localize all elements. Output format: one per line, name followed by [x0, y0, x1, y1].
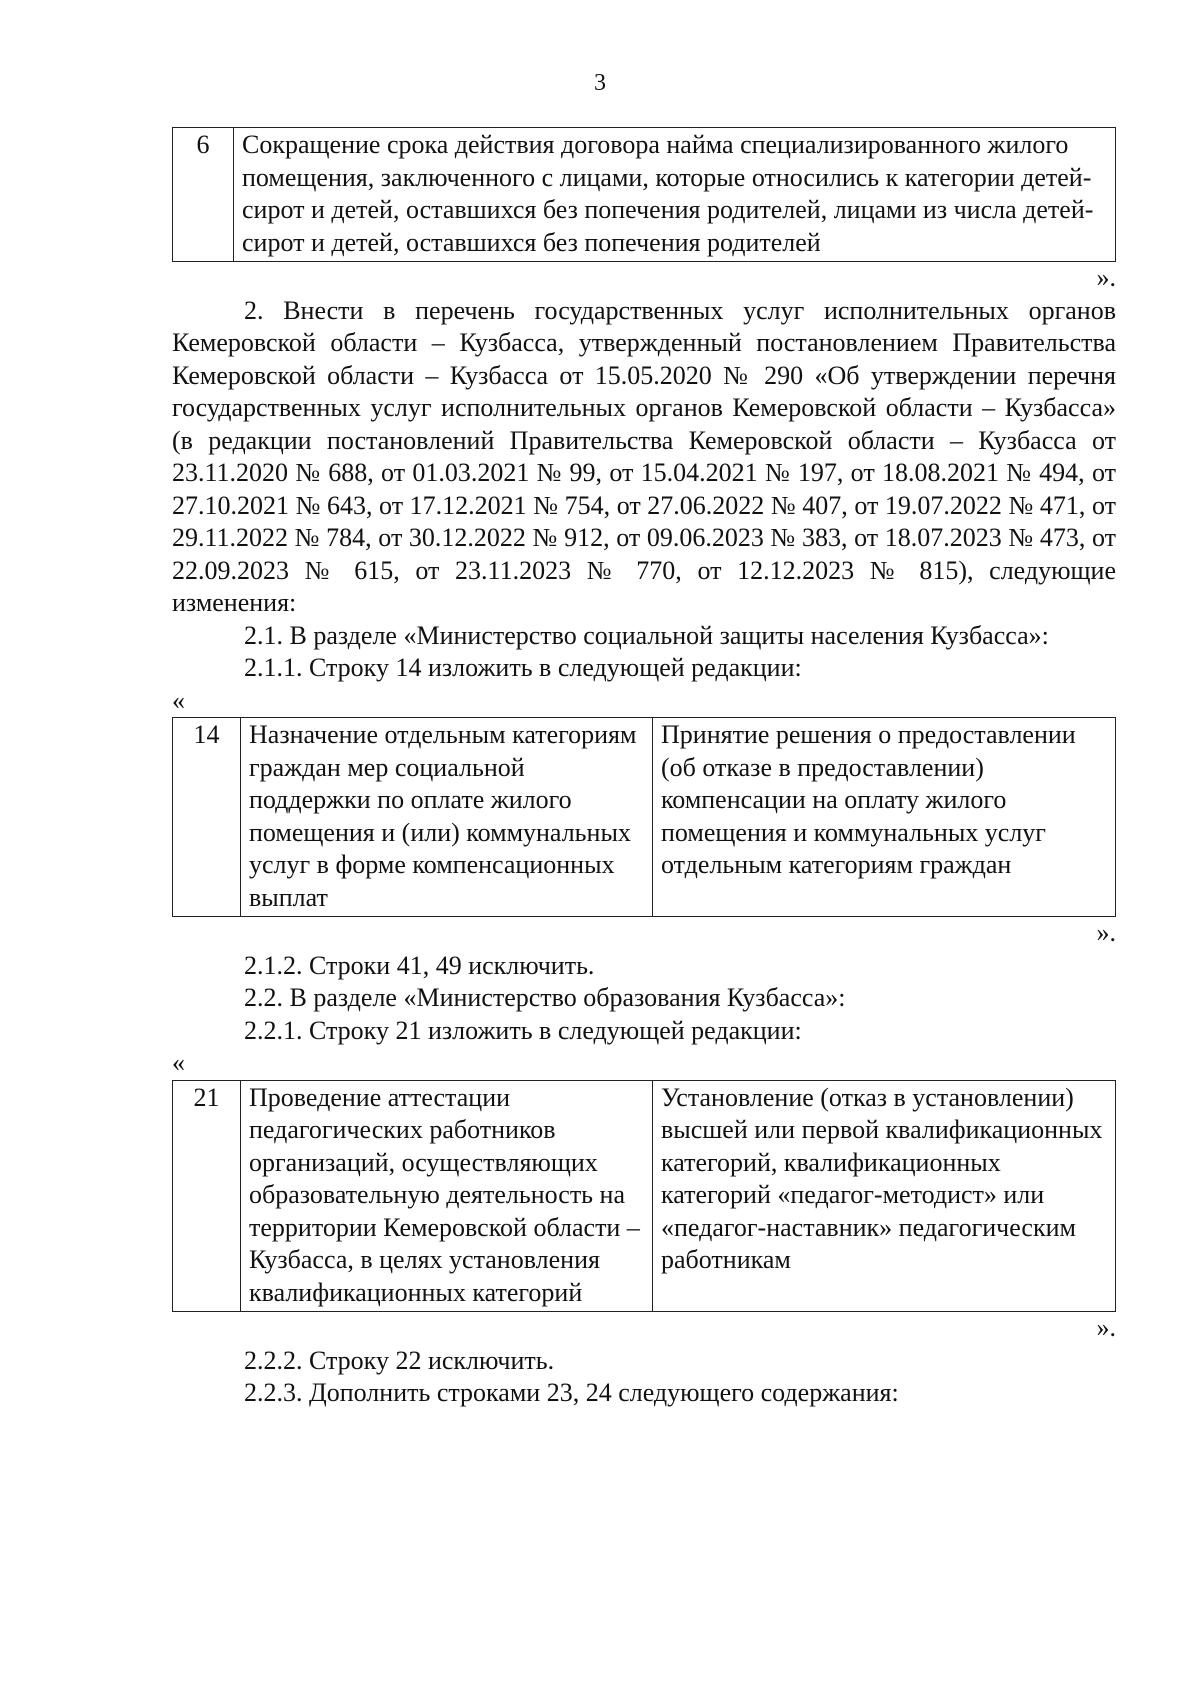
opening-quote: « — [172, 685, 185, 715]
paragraph-2-2-1: 2.2.1. Строку 21 изложить в следующей редакции: — [244, 1015, 802, 1045]
row-text: Сокращение срока действия договора найма специализированного жилого помещения, заключенного с лицами, которые относились к категории детей-сирот и детей, оставшихся без попечения родителей, лицами из числа детей-сирот и детей, оставшихся без попечения родителей — [234, 128, 1116, 262]
closing-quote: ». — [1096, 1313, 1116, 1342]
table-row-21-block — [172, 1080, 1116, 1313]
table-row — [173, 1080, 1116, 1312]
paragraph-2-2-3: 2.2.3. Дополнить строками 23, 24 следующего содержания: — [244, 1378, 899, 1407]
paragraph-2-1: 2.1. В разделе «Министерство социальной защиты населения Кузбасса»: — [244, 620, 1049, 650]
paragraph-2-1-1: 2.1.1. Строку 14 изложить в следующей редакции: — [244, 653, 802, 682]
paragraph-2-2-2: 2.2.2. Строку 22 исключить. — [244, 1345, 555, 1375]
row-number: 21 — [173, 1080, 241, 1312]
row-service-name: Проведение аттестации педагогических работников организаций, осуществляющих образовательную деятельность на территории Кемеровской области – Кузбасса, в целях установления квалификационных категорий — [241, 1080, 653, 1312]
row-service-result: Установление (отказ в установлении) высшей или первой квалификационных категорий, квалификационных категорий «педагог-методист» или «педагог-наставник» педагогическим работникам — [653, 1080, 1116, 1312]
paragraph-2-2: 2.2. В разделе «Министерство образования Кузбасса»: — [244, 983, 846, 1012]
opening-quote: « — [172, 1048, 185, 1077]
row-service-name: Назначение отдельным категориям граждан мер социальной поддержки по оплате жилого помещения и (или) коммунальных услуг в форме компенсационных выплат — [241, 718, 653, 917]
paragraph-2: 2. Внести в перечень государственных услуг исполнительных органов Кемеровской области – Кузбасса, утвержденный постановлением Правительства Кемеровской области – Кузбасса от 15.05.2020 № 290 «Об утверждении перечня государственных услуг исполнительных органов Кемеровской области – Кузбасса» (в редакции постановлений Правительства Кемеровской области – Кузбасса от 23.11.2020 № 688, от 01.03.2021 № 99, от 15.04.2021 № 197, от 18.08.2021 № 494, от 27.10.2021 № 643, от 17.12.2021 № 754, от 27.06.2022 № 407, от 19.07.2022 № 471, от 29.11.2022 № 784, от 30.12.2022 № 912, от 09.06.2023 № 383, от 18.07.2023 № 473, от 22.09.2023 № 615, от 23.11.2023 № 770, от 12.12.2023 № 815), следующие изменения: — [172, 295, 1116, 617]
row-number: 14 — [173, 718, 241, 917]
row-number: 6 — [173, 128, 234, 262]
paragraph-2-1-2: 2.1.2. Строки 41, 49 исключить. — [244, 950, 595, 980]
table-row-14-block — [172, 717, 1116, 917]
row-service-result: Принятие решения о предоставлении (об отказе в предоставлении) компенсации на оплату жилого помещения и коммунальных услуг отдельным категориям граждан — [653, 718, 1116, 917]
page-number: 3 — [594, 70, 606, 96]
document-body — [172, 127, 1116, 1410]
table-row — [173, 128, 1116, 262]
closing-quote: ». — [1096, 263, 1116, 292]
closing-quote: ». — [1096, 918, 1116, 947]
table-row-6-block — [172, 127, 1116, 262]
table-row — [173, 718, 1116, 917]
